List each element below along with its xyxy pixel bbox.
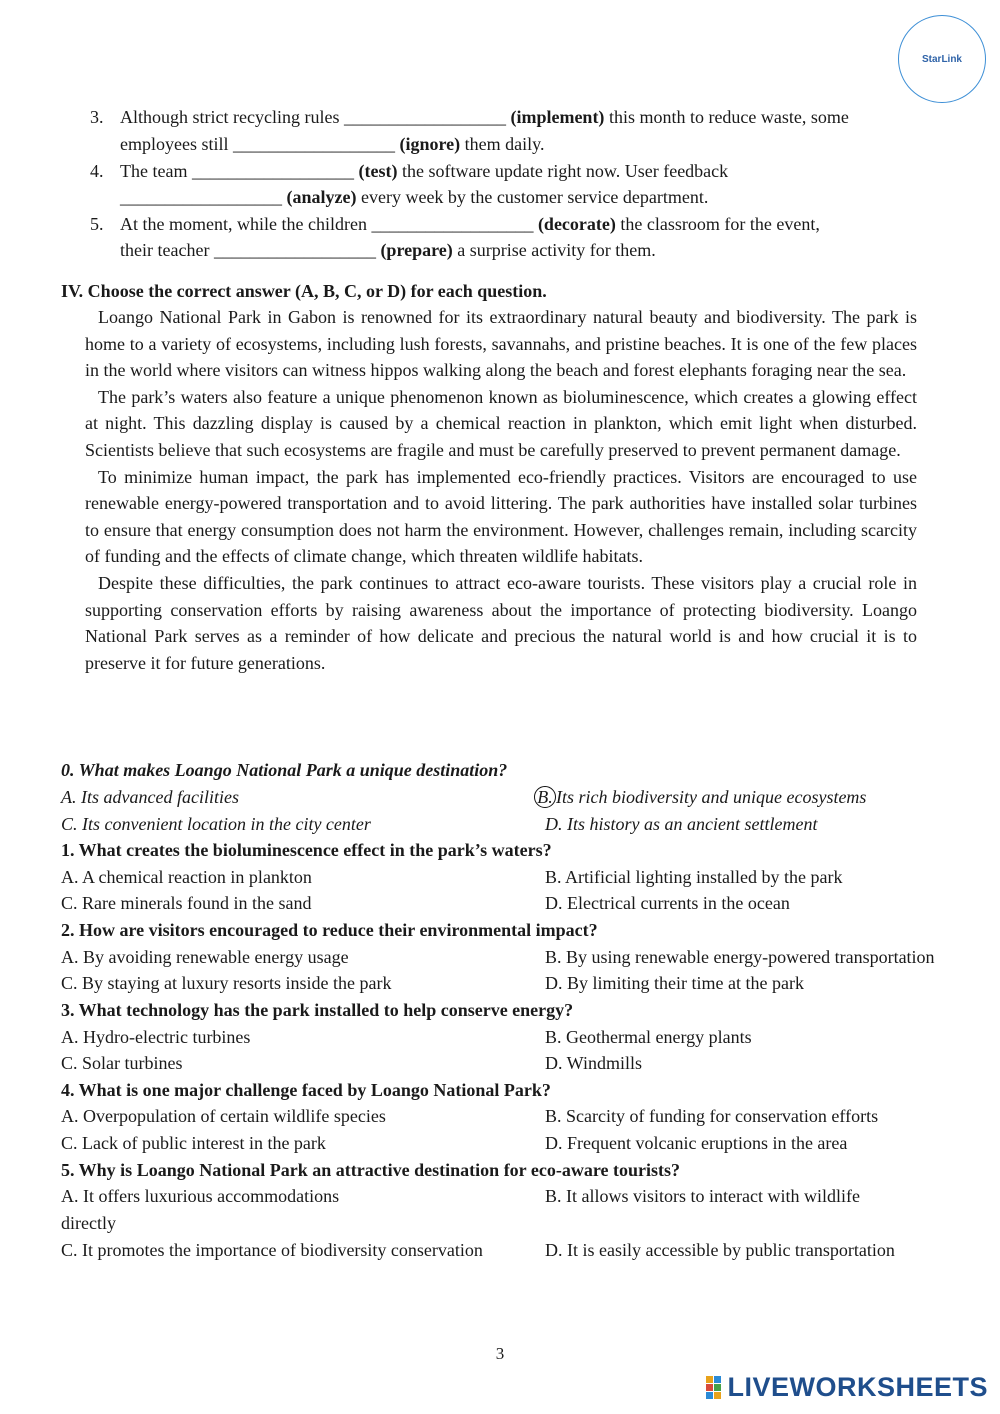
- question: 3. What technology has the park installed to help conserve energy?: [61, 1000, 574, 1020]
- option-a[interactable]: A. Its advanced facilities: [61, 787, 239, 807]
- option-b-continued: directly: [61, 1213, 116, 1233]
- starlink-logo: [898, 15, 986, 103]
- question: 4. What is one major challenge faced by Loango National Park?: [61, 1080, 551, 1100]
- option-d[interactable]: D. Its history as an ancient settlement: [545, 814, 818, 834]
- answer-blank[interactable]: __________________: [343, 107, 506, 127]
- item-line: At the moment, while the children __________________ (decorate) the classroom for the event,: [120, 214, 820, 234]
- verb-cue: (test): [358, 161, 398, 181]
- item-number: 5.: [90, 214, 104, 234]
- passage-paragraph: The park’s waters also feature a unique phenomenon known as bioluminescence, which creates a glowing effect at night. This dazzling display is caused by a chemical reaction in plankton, which emit light when disturbed. Scientists believe that such ecosystems are fragile and must be carefully preserved to prevent permanent damage.: [85, 386, 917, 460]
- option-a[interactable]: A. Overpopulation of certain wildlife species: [61, 1106, 386, 1126]
- answer-blank[interactable]: __________________: [371, 214, 534, 234]
- option-c[interactable]: C. It promotes the importance of biodiversity conservation: [61, 1240, 483, 1260]
- option-a[interactable]: A. It offers luxurious accommodations: [61, 1186, 340, 1206]
- item-line: employees still __________________ (ignore) them daily.: [120, 134, 545, 154]
- liveworksheets-logo: [706, 1372, 988, 1403]
- option-b[interactable]: B. Scarcity of funding for conservation efforts: [545, 1106, 879, 1126]
- question: 5. Why is Loango National Park an attractive destination for eco-aware tourists?: [61, 1160, 680, 1180]
- option-c[interactable]: C. Lack of public interest in the park: [61, 1133, 326, 1153]
- question: 1. What creates the bioluminescence effect in the park’s waters?: [61, 840, 552, 860]
- page-number: 3: [495, 1344, 505, 1363]
- option-d[interactable]: D. Electrical currents in the ocean: [545, 893, 790, 913]
- item-line: their teacher __________________ (prepare) a surprise activity for them.: [120, 240, 656, 260]
- option-b[interactable]: B. Geothermal energy plants: [545, 1027, 752, 1047]
- option-c[interactable]: C. Its convenient location in the city center: [61, 814, 371, 834]
- logo-text: StarLink: [921, 53, 962, 65]
- answer-blank[interactable]: __________________: [232, 134, 395, 154]
- option-b[interactable]: B. Its rich biodiversity and unique ecosystems: [540, 784, 866, 810]
- item-number: 4.: [90, 161, 104, 181]
- option-c[interactable]: C. Rare minerals found in the sand: [61, 893, 312, 913]
- answer-blank[interactable]: __________________: [213, 240, 376, 260]
- verb-cue: (implement): [510, 107, 605, 127]
- item-line: The team __________________ (test) the software update right now. User feedback: [120, 161, 729, 181]
- question: 0. What makes Loango National Park a unique destination?: [61, 760, 508, 780]
- verb-cue: (analyze): [286, 187, 357, 207]
- passage-paragraph: Loango National Park in Gabon is renowned for its extraordinary natural beauty and biodiversity. The park is home to a variety of ecosystems, including lush forests, savannahs, and pristine beaches. It is one of the few places in the world where visitors can witness hippos walking along the beach and forest elephants foraging near the sea.: [85, 307, 917, 381]
- option-b[interactable]: B. It allows visitors to interact with wildlife: [545, 1186, 860, 1206]
- verb-cue: (decorate): [537, 214, 616, 234]
- section-heading: IV. Choose the correct answer (A, B, C, or D) for each question.: [61, 281, 547, 301]
- item-number: 3.: [90, 107, 104, 127]
- item-line: __________________ (analyze) every week by the customer service department.: [120, 187, 709, 207]
- option-c[interactable]: C. Solar turbines: [61, 1053, 183, 1073]
- option-c[interactable]: C. By staying at luxury resorts inside the park: [61, 973, 392, 993]
- reading-passage: [85, 304, 917, 676]
- option-d[interactable]: D. Frequent volcanic eruptions in the area: [545, 1133, 848, 1153]
- option-a[interactable]: A. A chemical reaction in plankton: [61, 867, 312, 887]
- option-d[interactable]: D. By limiting their time at the park: [545, 973, 804, 993]
- question: 2. How are visitors encouraged to reduce their environmental impact?: [61, 920, 598, 940]
- option-d[interactable]: D. Windmills: [545, 1053, 642, 1073]
- passage-paragraph: To minimize human impact, the park has implemented eco-friendly practices. Visitors are encouraged to use renewable energy-powered transportation and to avoid littering. The park authorities have installed solar turbines to ensure that energy consumption does not harm the environment. However, challenges remain, including scarcity of funding and the effects of climate change, which threaten wildlife habitats.: [85, 466, 917, 567]
- brand-text: LIVEWORKSHEETS: [727, 1372, 988, 1402]
- answer-blank[interactable]: __________________: [120, 187, 282, 207]
- option-b[interactable]: B. Artificial lighting installed by the park: [545, 867, 843, 887]
- brand-blocks-icon: [706, 1376, 721, 1399]
- option-d[interactable]: D. It is easily accessible by public transportation: [545, 1240, 895, 1260]
- option-b[interactable]: B. By using renewable energy-powered transportation: [545, 947, 935, 967]
- selected-answer-circle: B.: [534, 786, 556, 808]
- item-line: Although strict recycling rules __________________ (implement) this month to reduce waste, some: [120, 107, 849, 127]
- passage-paragraph: Despite these difficulties, the park continues to attract eco-aware tourists. These visitors play a crucial role in supporting conservation efforts by raising awareness about the importance of protecting biodiversity. Loango National Park serves as a reminder of how delicate and precious the natural world is and how crucial it is to preserve it for future generations.: [85, 572, 917, 673]
- verb-cue: (ignore): [399, 134, 461, 154]
- option-a[interactable]: A. By avoiding renewable energy usage: [61, 947, 349, 967]
- verb-cue: (prepare): [380, 240, 453, 260]
- answer-blank[interactable]: __________________: [191, 161, 354, 181]
- option-a[interactable]: A. Hydro-electric turbines: [61, 1027, 251, 1047]
